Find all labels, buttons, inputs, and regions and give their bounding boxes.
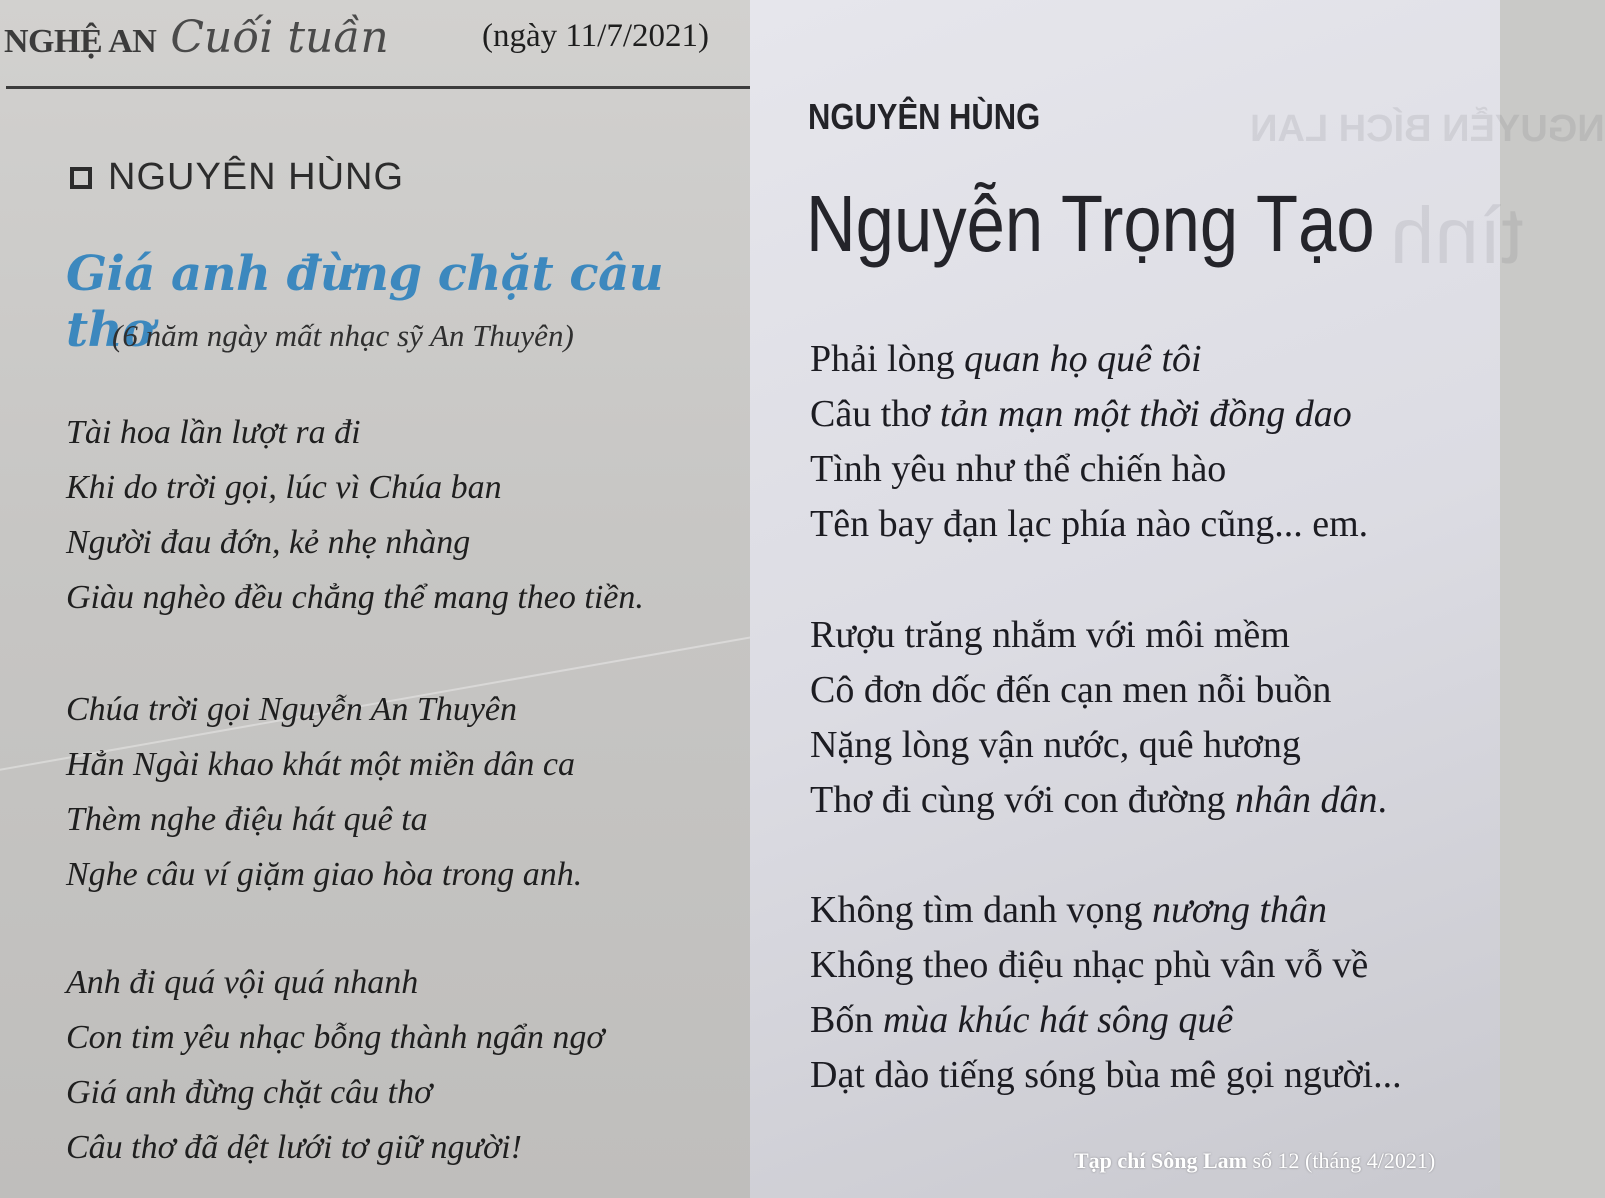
poem-line: Nghe câu ví giặm giao hòa trong anh. <box>66 856 583 893</box>
poem-line: Tình yêu như thể chiến hào <box>810 448 1227 490</box>
poem-stanza-1 <box>810 332 1368 552</box>
poem-line: Tài hoa lần lượt ra đi <box>66 414 361 451</box>
poem-line: Nặng lòng vận nước, quê hương <box>810 724 1301 766</box>
poem-line: Câu thơ đã dệt lưới tơ giữ người! <box>66 1129 522 1166</box>
masthead-script: Cuối tuần <box>170 12 389 63</box>
masthead-rule <box>6 86 750 89</box>
poem-line: Không tìm danh vọng nương thân <box>810 889 1328 931</box>
poem-line: Giàu nghèo đều chẳng thể mang theo tiền. <box>66 579 644 616</box>
newspaper-clipping <box>0 0 750 1198</box>
poem-line: Câu thơ tản mạn một thời đồng dao <box>810 393 1352 435</box>
poem-stanza-2 <box>66 682 582 902</box>
poem-line: Hẳn Ngài khao khát một miền dân ca <box>66 746 575 783</box>
poem-line: Rượu trăng nhắm với môi mềm <box>810 614 1290 656</box>
poem-stanza-3 <box>810 883 1402 1103</box>
poem-line: Phải lòng quan họ quê tôi <box>810 338 1202 380</box>
poem-line: Con tim yêu nhạc bỗng thành ngẩn ngơ <box>66 1019 605 1056</box>
poem-stanza-1 <box>66 405 644 625</box>
poem-line: Cô đơn dốc đến cạn men nỗi buồn <box>810 669 1332 711</box>
author-name: NGUYÊN HÙNG <box>108 156 405 198</box>
poem-line: Người đau đớn, kẻ nhẹ nhàng <box>66 524 471 561</box>
poem-stanza-2 <box>810 608 1387 828</box>
poem-line: Thơ đi cùng với con đường nhân dân. <box>810 779 1387 821</box>
masthead <box>4 12 389 72</box>
issue-date: (ngày 11/7/2021) <box>482 18 709 54</box>
poem-line: Tên bay đạn lạc phía nào cũng... em. <box>810 503 1369 545</box>
poem-stanza-3 <box>66 955 605 1175</box>
masthead-name: NGHỆ AN <box>4 23 157 60</box>
author-byline <box>70 156 404 199</box>
bleed-through-text: tình <box>1390 191 1524 280</box>
poem-line: Bốn mùa khúc hát sông quê <box>810 999 1234 1041</box>
poem-line: Không theo điệu nhạc phù vân vỗ về <box>810 944 1369 986</box>
poem-title: Giá anh đừng chặt câu thơ <box>66 246 664 358</box>
poem-line: Thèm nghe điệu hát quê ta <box>66 801 428 838</box>
magazine-page <box>750 0 1605 1198</box>
poem-title: Nguyễn Trọng Tạo <box>806 179 1375 268</box>
author-name: NGUYÊN HÙNG <box>808 96 1041 137</box>
square-bullet-icon <box>70 167 92 189</box>
poem-line: Giá anh đừng chặt câu thơ <box>66 1074 433 1111</box>
bleed-through-text: NGUYỄN BÍCH LAN <box>1250 108 1605 150</box>
poem-line: Chúa trời gọi Nguyễn An Thuyên <box>66 691 517 728</box>
poem-line: Dạt dào tiếng sóng bùa mê gọi người... <box>810 1054 1402 1096</box>
poem-line: Khi do trời gọi, lúc vì Chúa ban <box>66 469 502 506</box>
poem-line: Anh đi quá vội quá nhanh <box>66 964 419 1001</box>
source-credit: Tạp chí Sông Lam số 12 (tháng 4/2021) <box>1074 1148 1436 1173</box>
poem-dedication: (6 năm ngày mất nhạc sỹ An Thuyên) <box>112 318 574 353</box>
